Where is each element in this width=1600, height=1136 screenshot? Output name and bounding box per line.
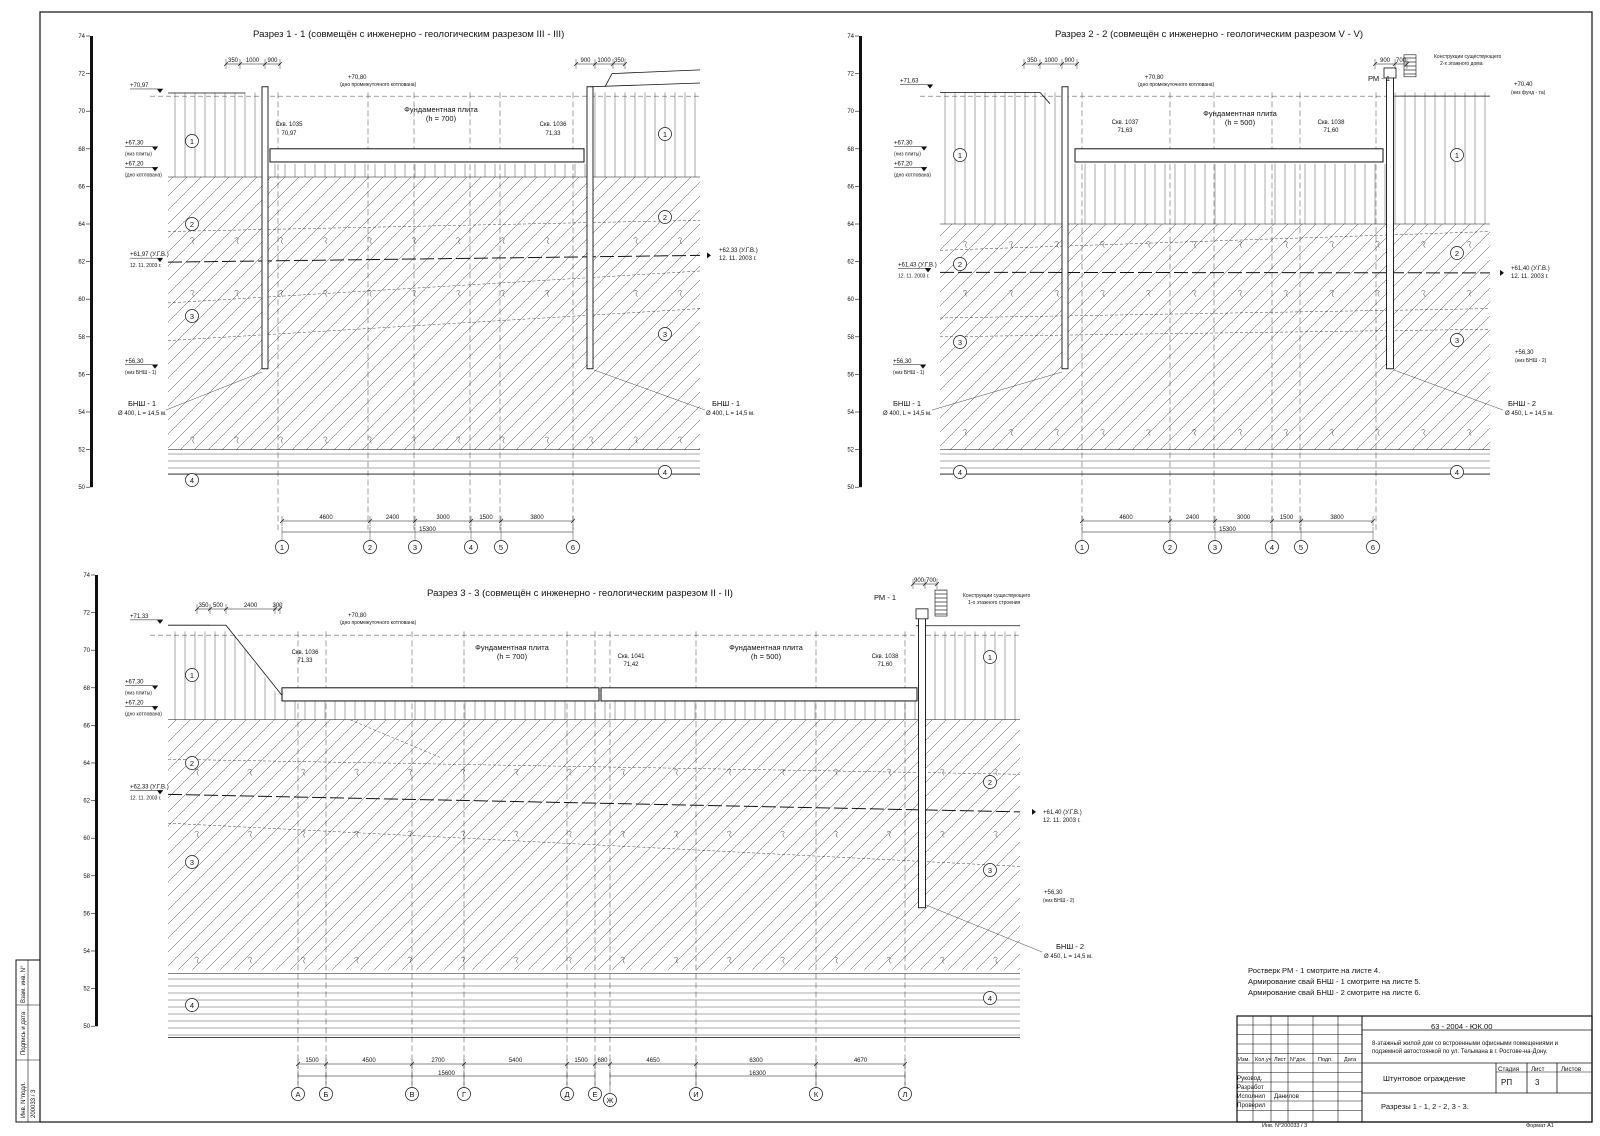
layer-marker-text: 4 bbox=[189, 1001, 195, 1010]
level-note: 12. 11. 2003 г. bbox=[130, 795, 162, 802]
axis-marker-text: Л bbox=[902, 1090, 908, 1099]
axis-dim-value: 3800 bbox=[530, 515, 544, 521]
axis-dim-value: 6300 bbox=[749, 1058, 763, 1064]
sheet-title: Разрезы 1 - 1, 2 - 2, 3 - 3. bbox=[1381, 1102, 1469, 1111]
rm-label: РМ - 1 bbox=[874, 593, 897, 602]
axis-marker-text: Д bbox=[564, 1090, 570, 1099]
pit-note: (дно промежуточного котлована) bbox=[340, 82, 417, 88]
stamp-inv-orig: Инв. N°подл. bbox=[21, 1081, 27, 1118]
slab-thickness: (h = 500) bbox=[1224, 118, 1256, 127]
scale-tick-label: 54 bbox=[847, 410, 854, 416]
gw-level-right: +62,33 (У.Г.В.) bbox=[719, 248, 758, 254]
level-triangle bbox=[157, 790, 163, 794]
scale-tick-label: 52 bbox=[83, 986, 90, 993]
axis-marker-text: 4 bbox=[468, 543, 474, 552]
col-kol: Кол.уч bbox=[1255, 1057, 1272, 1063]
level-note: (низ плиты) bbox=[125, 151, 152, 158]
level-triangle bbox=[152, 706, 158, 710]
top-dim-value: 900 bbox=[1379, 58, 1391, 64]
pile-bottom-right-note: (низ БНШ - 2) bbox=[1043, 898, 1075, 904]
borehole-level: 71,33 bbox=[545, 131, 561, 137]
slab-thickness: (h = 700) bbox=[425, 114, 457, 123]
level-value: +56,30 bbox=[125, 358, 144, 365]
top-dim-value: 350 bbox=[613, 58, 625, 64]
top-dim-value: 1000 bbox=[1044, 58, 1058, 64]
note-3: Армирование свай БНШ - 2 смотрите на листе 6. bbox=[1248, 988, 1421, 997]
scale-tick-label: 56 bbox=[847, 372, 854, 379]
elevation-scale-bar bbox=[95, 575, 98, 1026]
scale-tick-label: 70 bbox=[847, 109, 854, 116]
top-dim-value: 900 bbox=[913, 578, 925, 584]
level-triangle bbox=[152, 147, 158, 151]
gw-triangle bbox=[1032, 809, 1036, 815]
level-triangle bbox=[152, 167, 158, 171]
pit-level: +70,80 bbox=[348, 613, 367, 619]
stage-value: РП bbox=[1501, 1078, 1513, 1087]
sheets-header: Листов bbox=[1561, 1066, 1582, 1073]
scale-tick-label: 50 bbox=[83, 1024, 90, 1031]
gw-level-right: +61,40 (У.Г.В.) bbox=[1511, 266, 1550, 272]
axis-dim-value: 3000 bbox=[436, 515, 450, 521]
axis-dim-value: 1500 bbox=[305, 1058, 319, 1064]
found-note: (низ фунд - та) bbox=[1511, 90, 1546, 96]
level-note: (дно котлована) bbox=[125, 711, 162, 718]
borehole-level: 71,42 bbox=[623, 662, 639, 668]
borehole-level: 70,97 bbox=[281, 131, 297, 137]
axis-marker-text: 1 bbox=[279, 543, 285, 552]
scale-tick-label: 52 bbox=[78, 447, 85, 454]
scale-tick-label: 62 bbox=[847, 259, 854, 266]
level-triangle bbox=[921, 147, 927, 151]
top-dim-value: 350 bbox=[1026, 58, 1038, 64]
sheet-format: Формат А1 bbox=[1526, 1123, 1554, 1129]
soil-layer-2-3 bbox=[168, 177, 700, 450]
scale-tick-label: 62 bbox=[78, 259, 85, 266]
gw-date-right: 12. 11. 2003 г. bbox=[719, 256, 757, 262]
layer-marker-text: 1 bbox=[189, 137, 195, 146]
top-dim-value: 900 bbox=[1064, 58, 1075, 64]
pit-note: (дно промежуточного котлована) bbox=[340, 620, 417, 626]
rm-label: РМ - 1 bbox=[1368, 74, 1391, 83]
role-3: Исполнил bbox=[1237, 1093, 1266, 1100]
level-triangle bbox=[921, 167, 927, 171]
note-2: Армирование свай БНШ - 1 смотрите на листе 5. bbox=[1248, 977, 1421, 986]
top-dim-value: 350 bbox=[227, 58, 239, 64]
level-note: 12. 11. 2003 г. bbox=[898, 273, 930, 280]
level-note: (низ БНШ - 1) bbox=[125, 369, 157, 376]
pile-bnsh-1 bbox=[1062, 87, 1068, 369]
pile-right-spec: Ø 450, L = 14,5 м. bbox=[1044, 954, 1093, 960]
section-1-1 bbox=[78, 34, 757, 554]
pile-right-name: БНШ - 2 bbox=[1508, 399, 1537, 408]
level-note: (низ БНШ - 1) bbox=[893, 369, 925, 376]
scale-tick-label: 70 bbox=[78, 109, 85, 116]
axis-marker-text: Г bbox=[461, 1090, 467, 1099]
axis-marker-text: В bbox=[409, 1090, 415, 1099]
stamp-sign-date: Подпись и дата bbox=[21, 1011, 27, 1055]
scale-tick-label: 50 bbox=[78, 485, 85, 492]
level-note: (дно котлована) bbox=[894, 172, 931, 179]
total-dim: 15300 bbox=[1219, 527, 1236, 533]
scale-tick-label: 54 bbox=[83, 949, 90, 955]
slab-1-label: Фундаментная плита bbox=[475, 643, 549, 652]
scale-tick-label: 72 bbox=[83, 610, 90, 617]
col-doc: N°док. bbox=[1290, 1057, 1307, 1063]
axis-dim-value: 4600 bbox=[319, 515, 333, 521]
layer-marker-text: 4 bbox=[957, 468, 963, 477]
pile-bnsh-1-right bbox=[587, 87, 593, 369]
scale-tick-label: 68 bbox=[83, 685, 90, 692]
elevation-scale-bar bbox=[90, 36, 93, 487]
axis-dim-value: 1500 bbox=[479, 515, 493, 521]
level-note: (низ плиты) bbox=[125, 690, 152, 697]
existing-label-2: 2-х этажного дома bbox=[1440, 61, 1483, 67]
total-dim: 15300 bbox=[419, 527, 436, 533]
scale-tick-label: 56 bbox=[83, 911, 90, 918]
slab-2-label: Фундаментная плита bbox=[729, 643, 803, 652]
pit-level: +70,80 bbox=[348, 75, 367, 81]
slab-label: Фундаментная плита bbox=[404, 105, 478, 114]
layer-marker-text: 2 bbox=[957, 260, 963, 269]
scale-tick-label: 66 bbox=[83, 723, 90, 730]
pile-right-name: БНШ - 1 bbox=[712, 399, 741, 408]
axis-marker-text: К bbox=[813, 1090, 819, 1099]
scale-tick-label: 60 bbox=[78, 297, 85, 304]
sheet-header: Лист bbox=[1531, 1066, 1545, 1073]
foundation-slab bbox=[270, 149, 584, 162]
top-dim-value: 700 bbox=[1395, 58, 1407, 64]
scale-tick-label: 64 bbox=[847, 222, 854, 228]
axis-marker-text: 5 bbox=[1298, 543, 1304, 552]
scale-tick-label: 54 bbox=[78, 410, 85, 416]
pile-bnsh-2 bbox=[919, 616, 926, 907]
level-triangle bbox=[925, 268, 931, 272]
axis-marker-text: А bbox=[295, 1090, 301, 1099]
axis-marker-text: Е bbox=[592, 1090, 598, 1099]
scale-tick-label: 52 bbox=[847, 447, 854, 454]
top-dim-value: 300 bbox=[272, 603, 283, 609]
level-triangle bbox=[157, 620, 163, 624]
scale-tick-label: 74 bbox=[83, 573, 90, 579]
scale-tick-label: 64 bbox=[78, 222, 85, 228]
axis-dim-value: 5400 bbox=[508, 1058, 523, 1064]
role-1: Руковод. bbox=[1237, 1075, 1263, 1082]
axis-dim-value: 4600 bbox=[1119, 515, 1133, 521]
level-triangle bbox=[927, 85, 933, 89]
layer-marker-text: 3 bbox=[1454, 336, 1460, 345]
level-note: (дно котлована) bbox=[125, 172, 162, 179]
layer-marker-text: 3 bbox=[662, 330, 668, 339]
scale-tick-label: 72 bbox=[78, 71, 85, 78]
layer-marker-text: 4 bbox=[662, 468, 668, 477]
pit-note: (дно промежуточного котлована) bbox=[1138, 82, 1215, 88]
col-list: Лист bbox=[1274, 1057, 1286, 1063]
section-3-title: Разрез 3 - 3 (совмещён с инженерно - геологическим разрезом II - II) bbox=[427, 588, 733, 599]
layer-marker-text: 1 bbox=[957, 151, 963, 160]
scale-tick-label: 58 bbox=[83, 873, 90, 880]
slab-1-thickness: (h = 700) bbox=[496, 652, 528, 661]
doc-code: 63 - 2004 - ЮК.00 bbox=[1431, 1022, 1493, 1031]
pile-left-name: БНШ - 1 bbox=[893, 399, 922, 408]
layer-marker-text: 1 bbox=[189, 671, 195, 680]
foundation-slab bbox=[1075, 149, 1383, 162]
axis-dim-value: 4650 bbox=[646, 1058, 660, 1064]
axis-dim-value: 3800 bbox=[1330, 515, 1344, 521]
layer-marker-text: 2 bbox=[662, 213, 668, 222]
foundation-slab-1 bbox=[282, 688, 599, 701]
borehole-level: 71,63 bbox=[1117, 128, 1133, 134]
section-1-title: Разрез 1 - 1 (совмещён с инженерно - геологическим разрезом III - III) bbox=[253, 29, 565, 40]
axis-marker-text: 2 bbox=[367, 543, 373, 552]
axis-marker-text: 3 bbox=[1212, 543, 1218, 552]
scale-tick-label: 74 bbox=[847, 34, 854, 40]
existing-label: Конструкции существующего bbox=[1434, 54, 1502, 60]
level-value: +70,97 bbox=[130, 82, 149, 89]
level-value: +67,30 bbox=[894, 140, 913, 147]
axis-dim-value: 4670 bbox=[853, 1058, 868, 1064]
borehole-name: Скв. 1035 bbox=[275, 122, 303, 128]
gw-level-right: +61,40 (У.Г.В.) bbox=[1043, 810, 1082, 816]
layer-marker-text: 3 bbox=[987, 866, 993, 875]
level-value: +71,33 bbox=[130, 613, 149, 620]
layer-marker-text: 3 bbox=[957, 338, 963, 347]
existing-foundation bbox=[935, 590, 947, 616]
level-value: +56,30 bbox=[893, 358, 912, 365]
top-dim-value: 900 bbox=[267, 58, 278, 64]
borehole-name: Скв. 1037 bbox=[1111, 120, 1139, 126]
axis-marker-text: Ж bbox=[606, 1096, 614, 1105]
axis-dim-value: 4500 bbox=[362, 1058, 376, 1064]
section-2-2 bbox=[847, 34, 1554, 554]
top-dim-value: 350 bbox=[198, 603, 209, 609]
scale-tick-label: 68 bbox=[847, 146, 854, 153]
top-dim-value: 1000 bbox=[597, 58, 611, 64]
scale-tick-label: 66 bbox=[78, 184, 85, 191]
stage-header: Стадия bbox=[1498, 1066, 1520, 1073]
pile-right-spec: Ø 450, L = 14,5 м. bbox=[1505, 411, 1554, 417]
level-value: +61,43 (У.Г.В.) bbox=[898, 262, 937, 269]
layer-marker-text: 2 bbox=[1454, 249, 1460, 258]
section-3-3 bbox=[83, 573, 1093, 1107]
gw-triangle bbox=[1500, 270, 1504, 276]
axis-marker-text: 5 bbox=[498, 543, 504, 552]
layer-marker-text: 2 bbox=[987, 778, 993, 787]
level-value: +62,33 (У.Г.В.) bbox=[130, 784, 169, 791]
rm-1-cap bbox=[916, 609, 928, 619]
axis-dim-value: 1500 bbox=[574, 1058, 588, 1064]
pile-bnsh-2 bbox=[1387, 74, 1394, 369]
borehole-level: 71,60 bbox=[877, 662, 893, 668]
found-level: +70,40 bbox=[1514, 82, 1533, 88]
axis-dim-value: 3000 bbox=[1236, 515, 1251, 521]
total-dim-left: 15600 bbox=[438, 1071, 455, 1077]
pile-left-spec: Ø 400, L = 14,5 м. bbox=[883, 411, 932, 417]
slab-label: Фундаментная плита bbox=[1203, 109, 1277, 118]
gw-triangle bbox=[707, 252, 711, 258]
soil-layer-4 bbox=[168, 974, 1020, 1038]
total-dim-right: 16300 bbox=[749, 1071, 766, 1077]
existing-label: Конструкции существующего bbox=[963, 593, 1031, 599]
level-triangle bbox=[920, 365, 926, 369]
soil-layer-4 bbox=[940, 450, 1490, 474]
scale-tick-label: 62 bbox=[83, 798, 90, 805]
soil-layer-4 bbox=[168, 450, 700, 474]
axis-dim-value: 680 bbox=[597, 1058, 608, 1064]
level-value: +61,97 (У.Г.В.) bbox=[130, 252, 169, 259]
elevation-scale-bar bbox=[859, 36, 862, 487]
axis-marker-text: 3 bbox=[412, 543, 418, 552]
layer-marker-text: 1 bbox=[662, 130, 668, 139]
role-4: Проверил bbox=[1237, 1102, 1266, 1109]
pile-left-spec: Ø 400, L = 14,5 м. bbox=[118, 411, 167, 417]
scale-tick-label: 66 bbox=[847, 184, 854, 191]
level-triangle bbox=[157, 258, 163, 262]
axis-marker-text: 2 bbox=[1167, 543, 1173, 552]
pile-bnsh-1-left bbox=[262, 87, 268, 369]
layer-marker-text: 1 bbox=[987, 653, 993, 662]
sheet-value: 3 bbox=[1535, 1078, 1540, 1087]
level-triangle bbox=[152, 365, 158, 369]
axis-dim-value: 2400 bbox=[385, 515, 400, 521]
layer-marker-text: 4 bbox=[987, 994, 993, 1003]
soil-layer-2-3 bbox=[940, 224, 1490, 450]
layer-marker-text: 3 bbox=[189, 858, 195, 867]
borehole-name: Скв. 1038 bbox=[871, 654, 899, 660]
axis-marker-text: 6 bbox=[570, 543, 576, 552]
scale-tick-label: 50 bbox=[847, 485, 854, 492]
axis-dim-value: 2700 bbox=[431, 1058, 445, 1064]
existing-label-2: 1-о этажного строения bbox=[968, 600, 1021, 606]
layer-marker-text: 4 bbox=[189, 476, 195, 485]
drawing-name: Штунтовое ограждение bbox=[1383, 1074, 1466, 1083]
col-sign: Подп. bbox=[1318, 1057, 1333, 1063]
top-dim-value: 700 bbox=[925, 578, 937, 584]
scale-tick-label: 56 bbox=[78, 372, 85, 379]
layer-marker-text: 2 bbox=[189, 220, 195, 229]
section-2-title: Разрез 2 - 2 (совмещён с инженерно - геологическим разрезом V - V) bbox=[1055, 29, 1364, 40]
col-izm: Изм. bbox=[1238, 1057, 1250, 1063]
scale-tick-label: 58 bbox=[78, 334, 85, 341]
axis-marker-text: И bbox=[693, 1090, 699, 1099]
col-date: Дата bbox=[1344, 1057, 1357, 1063]
stamp-inv-orig-value: 200033 / 3 bbox=[31, 1089, 37, 1118]
level-value: +71,63 bbox=[900, 78, 919, 85]
top-dim-value: 2400 bbox=[243, 603, 258, 609]
ground-line bbox=[612, 70, 700, 74]
level-value: +67,30 bbox=[125, 679, 144, 686]
stamp-inv-repl: Взам. инв. N° bbox=[21, 965, 27, 1003]
pile-right-spec: Ø 400, L = 14,5 м. bbox=[706, 411, 755, 417]
pile-bottom-right-note: (низ БНШ - 2) bbox=[1515, 358, 1547, 364]
axis-marker-text: 6 bbox=[1370, 543, 1376, 552]
borehole-name: Скв. 1041 bbox=[617, 654, 645, 660]
layer-marker-text: 2 bbox=[189, 759, 195, 768]
top-dim-value: 1000 bbox=[245, 58, 260, 64]
borehole-name: Скв. 1036 bbox=[539, 122, 567, 128]
executor-name: Данилов bbox=[1274, 1093, 1299, 1100]
layer-marker-text: 4 bbox=[1454, 468, 1460, 477]
scale-tick-label: 58 bbox=[847, 334, 854, 341]
level-value: +67,20 bbox=[125, 161, 144, 168]
axis-marker-text: Б bbox=[323, 1090, 329, 1099]
top-dim-value: 900 bbox=[580, 58, 591, 64]
layer-marker-text: 3 bbox=[189, 312, 195, 321]
scale-tick-label: 60 bbox=[847, 297, 854, 304]
ground-line bbox=[605, 74, 612, 87]
gw-date-right: 12. 11. 2003 г. bbox=[1043, 818, 1081, 824]
project-name: 8-этажный жилой дом со встроенными офисными помещениями и подземной автостоянкой по ул. Тельмана в г. Ростове-на-Дону. bbox=[1372, 1041, 1558, 1055]
role-2: Разработ bbox=[1237, 1084, 1264, 1091]
note-1: Ростверк РМ - 1 смотрите на листе 4. bbox=[1248, 966, 1381, 975]
layer-marker-text: 1 bbox=[1454, 151, 1460, 160]
axis-marker-text: 4 bbox=[1269, 543, 1275, 552]
pile-right-name: БНШ - 2 bbox=[1056, 942, 1085, 951]
scale-tick-label: 70 bbox=[83, 648, 90, 655]
top-dim-value: 500 bbox=[212, 603, 224, 609]
pile-left-name: БНШ - 1 bbox=[128, 399, 157, 408]
axis-marker-text: 1 bbox=[1079, 543, 1085, 552]
level-value: +67,20 bbox=[125, 700, 144, 707]
level-note: (низ плиты) bbox=[894, 151, 921, 158]
scale-tick-label: 72 bbox=[847, 71, 854, 78]
foundation-slab-2 bbox=[601, 688, 917, 701]
level-triangle bbox=[152, 686, 158, 690]
borehole-name: Скв. 1036 bbox=[291, 650, 319, 656]
borehole-name: Скв. 1038 bbox=[1317, 120, 1345, 126]
axis-dim-value: 2400 bbox=[1185, 515, 1200, 521]
level-note: 12. 11. 2003 г. bbox=[130, 263, 162, 270]
level-value: +67,20 bbox=[894, 161, 913, 168]
pit-level: +70,80 bbox=[1145, 75, 1164, 81]
level-value: +67,30 bbox=[125, 140, 144, 147]
inventory-number: Инв. N°200033 / 3 bbox=[1262, 1123, 1308, 1129]
scale-tick-label: 60 bbox=[83, 836, 90, 843]
pile-bottom-right: +56,30 bbox=[1515, 350, 1534, 356]
gw-date-right: 12. 11. 2003 г. bbox=[1511, 274, 1549, 280]
scale-tick-label: 68 bbox=[78, 146, 85, 153]
scale-tick-label: 64 bbox=[83, 761, 90, 767]
borehole-level: 71,60 bbox=[1323, 128, 1339, 134]
scale-tick-label: 74 bbox=[78, 34, 85, 40]
slab-2-thickness: (h = 500) bbox=[750, 652, 782, 661]
borehole-level: 71,33 bbox=[297, 658, 313, 664]
axis-dim-value: 1500 bbox=[1279, 515, 1294, 521]
level-triangle bbox=[157, 89, 163, 93]
pile-bottom-right: +56,30 bbox=[1044, 890, 1063, 896]
